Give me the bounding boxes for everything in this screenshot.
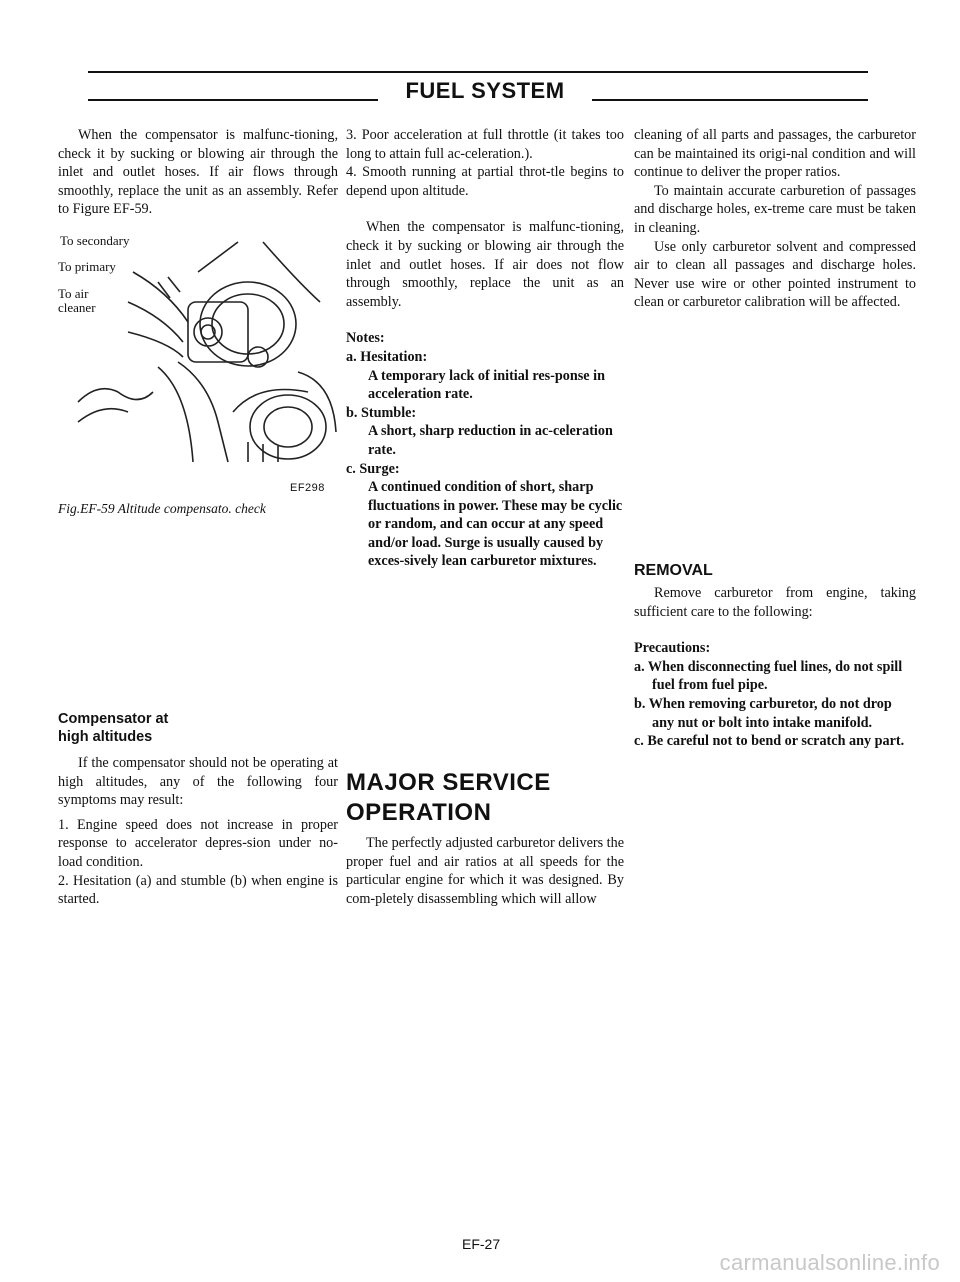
note-label: a. Hesitation: (346, 348, 428, 365)
note-label: c. Surge: (346, 460, 400, 477)
watermark: carmanualsonline.info (719, 1250, 940, 1275)
paragraph: cleaning of all parts and passages, the carburetor can be maintained its origi-nal condition and will continue to deliver the proper ratios. (634, 127, 916, 181)
paragraph: When the compensator is malfunc-tioning, check it by sucking or blowing air through the inlet and outlet hoses. If air does not flow through smoothly, replace the unit as an assembly. (346, 219, 624, 310)
note-text: A short, sharp reduction in ac-celeration rate. (368, 423, 613, 458)
precaution-item: b. When removing carburetor, do not drop any nut or bolt into intake manifold. (634, 695, 892, 731)
precautions-label: Precautions: (634, 640, 711, 657)
notes-label: Notes: (346, 330, 385, 347)
paragraph: If the compensator should not be operating at high altitudes, any of the following four symptoms may result: (58, 755, 338, 809)
precaution-item: c. Be careful not to bend or scratch any part. (634, 733, 905, 750)
paragraph: When the compensator is malfunc-tioning, check it by sucking or blowing air through the inlet and outlet hoses. If air flows through smoothly, replace the unit as an assembly. Refer to Figure EF-59. (58, 127, 338, 218)
note-text: A temporary lack of initial res-ponse in acceleration rate. (368, 367, 605, 403)
column-2 (346, 126, 624, 571)
header-rule-bottom-right (592, 99, 868, 101)
figure-code: EF298 (290, 482, 325, 494)
page-number: EF-27 (462, 1236, 501, 1252)
figure-altitude-compensator (58, 232, 348, 468)
list-item: 1. Engine speed does not increase in proper response to accelerator depres-sion under no-load condition. (58, 816, 338, 870)
page-title: FUEL SYSTEM (405, 78, 565, 103)
column-1 (58, 126, 338, 219)
list-item: 4. Smooth running at partial throt-tle begins to depend upon altitude. (346, 164, 624, 199)
column-3-lower (634, 562, 916, 751)
section-heading-high-altitudes: high altitudes (58, 729, 153, 745)
header-rule-left (88, 71, 868, 73)
note-text: A continued condition of short, sharp fluctuations in power. These may be cyclic or random, and can occur at any speed and/or load. Surge is usually caused by exces-sively lean carburetor mixtures. (368, 479, 623, 570)
column-3 (634, 126, 916, 312)
paragraph: Remove carburetor from engine, taking sufficient care to the following: (634, 585, 916, 620)
column-2-lower (346, 768, 624, 908)
label-to-primary: To primary (58, 259, 116, 274)
paragraph: To maintain accurate carburetion of passages and discharge holes, ex-treme care must be taken in cleaning. (634, 182, 916, 236)
list-item: 3. Poor acceleration at full throttle (it takes too long to attain full ac-celeration.). (346, 127, 624, 162)
header-rule-bottom-left (88, 99, 378, 101)
section-heading-major-service: MAJOR SERVICE (346, 769, 551, 796)
paragraph: Use only carburetor solvent and compressed air to clean all passages and discharge holes. Never use wire or other pointed instrument to clean or carburetor calibration will be affected. (634, 238, 916, 311)
figure-caption: Fig.EF-59 Altitude compensato. check (58, 501, 266, 516)
list-item: 2. Hesitation (a) and stumble (b) when engine is started. (58, 872, 338, 908)
column-1-lower (58, 710, 338, 909)
precaution-item: a. When disconnecting fuel lines, do not spill fuel from fuel pipe. (634, 658, 903, 694)
section-heading-compensator: Compensator at (58, 711, 169, 727)
note-label: b. Stumble: (346, 404, 417, 421)
section-heading-operation: OPERATION (346, 799, 492, 826)
label-to-air: To air (58, 286, 89, 301)
paragraph: The perfectly adjusted carburetor delivers the proper fuel and air ratios at all speeds for the particular engine for which it was designed. By com-pletely disassembling which will allow (346, 835, 625, 907)
section-heading-removal: REMOVAL (634, 562, 713, 579)
label-to-secondary: To secondary (60, 233, 130, 248)
label-cleaner: cleaner (58, 300, 96, 315)
